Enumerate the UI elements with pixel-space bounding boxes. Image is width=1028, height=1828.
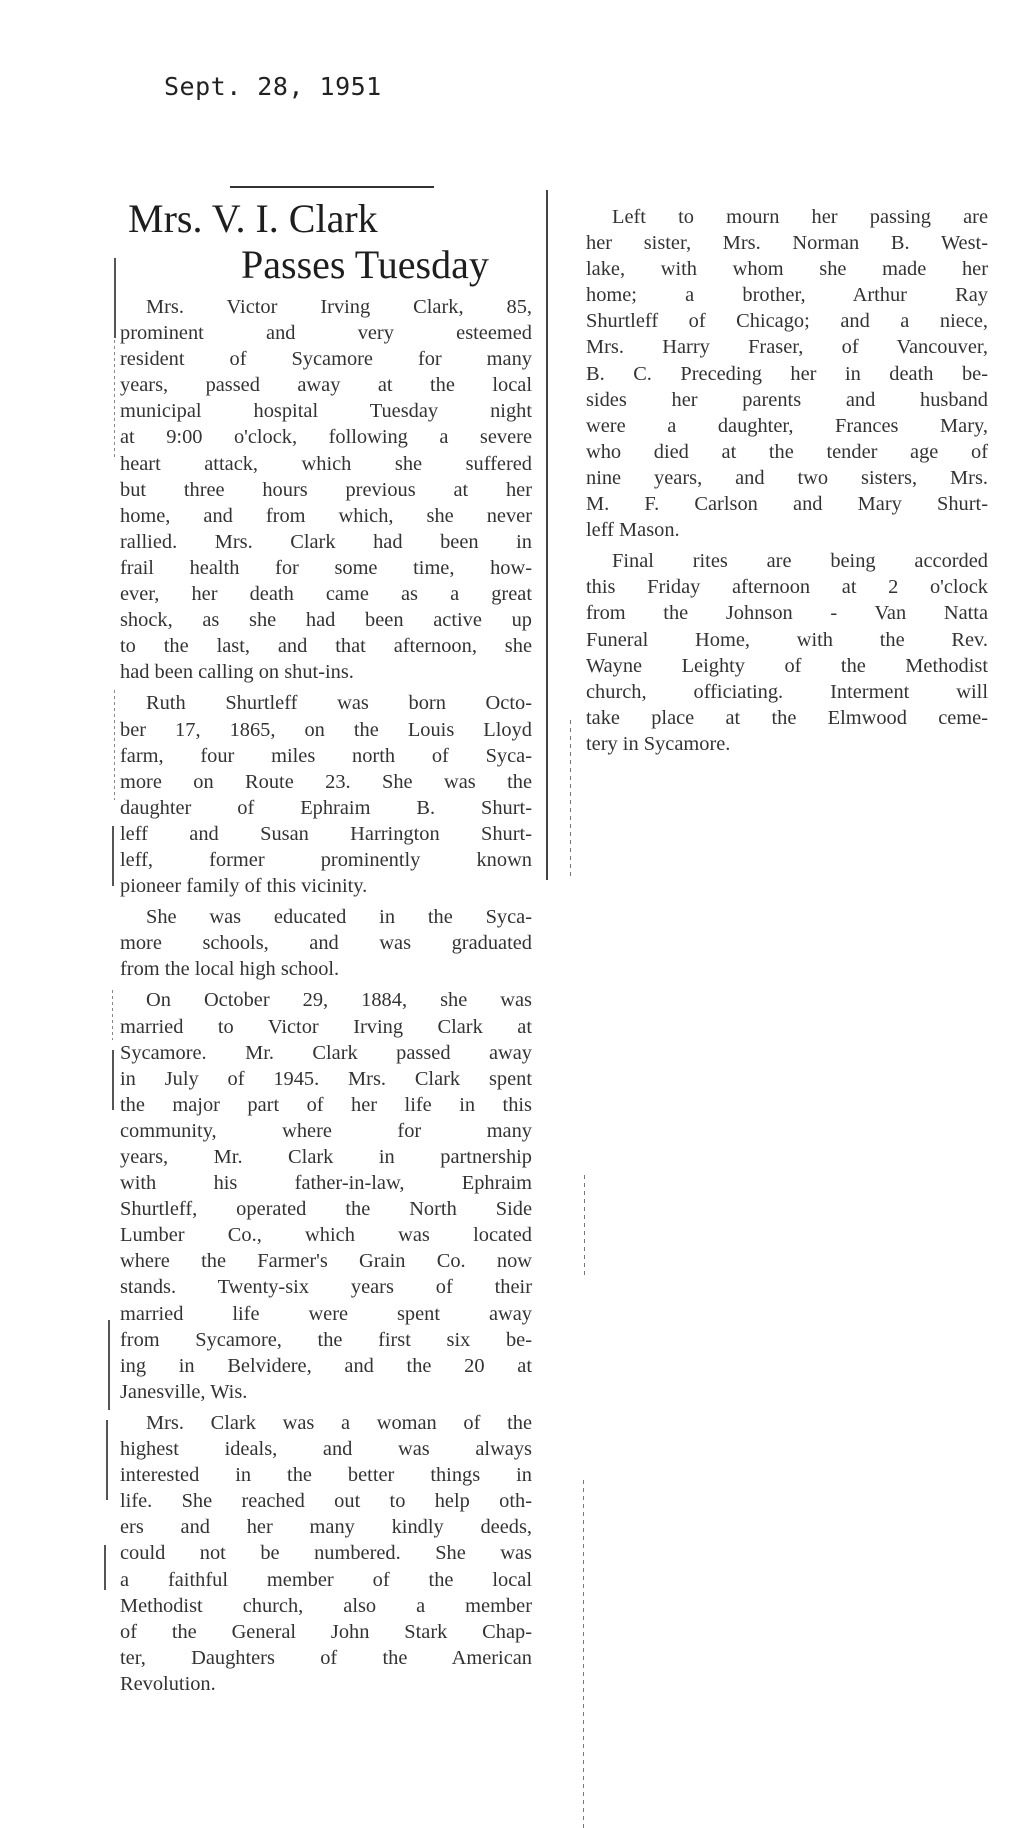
text-line: Mrs. Victor Irving Clark, 85, [146, 296, 532, 318]
margin-rule [114, 340, 115, 460]
margin-rule [108, 1320, 110, 1410]
text-line: Methodist church, also a member [120, 1594, 532, 1617]
text-line: Funeral Home, with the Rev. [586, 628, 988, 651]
text-line: more on Route 23. She was the [120, 770, 532, 793]
text-line: tery in Sycamore. [586, 732, 731, 755]
margin-rule [112, 826, 114, 886]
text-line: community, where for many [120, 1119, 532, 1142]
text-line: from Sycamore, the first six be- [120, 1328, 532, 1351]
text-line: more schools, and was graduated [120, 932, 532, 955]
text-line: highest ideals, and was always [120, 1438, 532, 1461]
text-line: life. She reached out to help oth- [120, 1490, 532, 1513]
text-line: On October 29, 1884, she was [146, 989, 532, 1012]
text-line: prominent and very esteemed [120, 322, 532, 345]
text-line: home, and from which, she never [120, 504, 532, 527]
text-line: ber 17, 1865, on the Louis Lloyd [120, 718, 532, 741]
text-line: resident of Sycamore for many [120, 348, 532, 371]
margin-rule [114, 690, 115, 800]
text-line: of the General John Stark Chap- [120, 1620, 532, 1643]
text-line: years, passed away at the local [120, 374, 532, 397]
text-line: leff Mason. [586, 519, 680, 542]
text-line: take place at the Elmwood ceme- [586, 706, 988, 729]
article-paragraph [120, 1410, 532, 1697]
text-line: stands. Twenty-six years of their [120, 1276, 532, 1299]
text-line: home; a brother, Arthur Ray [586, 284, 988, 307]
text-line: Sycamore. Mr. Clark passed away [120, 1041, 532, 1064]
text-line: the major part of her life in this [120, 1093, 532, 1116]
margin-rule [106, 1420, 108, 1500]
text-line: Ruth Shurtleff was born Octo- [146, 692, 532, 715]
headline-rule [230, 186, 434, 188]
article-paragraph [120, 987, 532, 1405]
article-column-right [586, 204, 988, 762]
article-paragraph [120, 294, 532, 685]
text-line: nine years, and two sisters, Mrs. [586, 466, 988, 489]
text-line: were a daughter, Frances Mary, [586, 414, 988, 437]
text-line: ever, her death came as a great [120, 583, 532, 606]
article-column-left [120, 294, 532, 1702]
margin-rule [114, 258, 116, 338]
text-line: Mrs. Harry Fraser, of Vancouver, [586, 336, 988, 359]
scan-mark [583, 1480, 584, 1828]
text-line: M. F. Carlson and Mary Shurt- [586, 493, 988, 516]
text-line: Revolution. [120, 1672, 216, 1695]
text-line: this Friday afternoon at 2 o'clock [586, 576, 988, 599]
text-line: B. C. Preceding her in death be- [586, 362, 988, 385]
text-line: pioneer family of this vicinity. [120, 875, 368, 898]
article-paragraph [586, 204, 988, 543]
text-line: Final rites are being accorded [612, 550, 988, 573]
text-line: Mrs. Clark was a woman of the [146, 1411, 532, 1434]
text-line: leff, former prominently known [120, 848, 532, 871]
text-line: daughter of Ephraim B. Shurt- [120, 796, 532, 819]
text-line: a faithful member of the local [120, 1568, 532, 1591]
text-line: heart attack, which she suffered [120, 452, 532, 475]
text-line: but three hours previous at her [120, 478, 532, 501]
text-line: from the Johnson - Van Natta [586, 602, 988, 625]
text-line: interested in the better things in [120, 1464, 532, 1487]
margin-rule [104, 1545, 106, 1590]
article-paragraph [120, 690, 532, 899]
text-line: church, officiating. Interment will [586, 680, 988, 703]
text-line: rallied. Mrs. Clark had been in [120, 530, 532, 553]
text-line: her sister, Mrs. Norman B. West- [586, 232, 988, 255]
text-line: municipal hospital Tuesday night [120, 400, 532, 423]
article-paragraph [586, 548, 988, 757]
text-line: Left to mourn her passing are [612, 206, 988, 228]
clipping-date: Sept. 28, 1951 [164, 72, 382, 101]
margin-rule [112, 990, 113, 1040]
text-line: years, Mr. Clark in partnership [120, 1146, 532, 1168]
text-line: shock, as she had been active up [120, 609, 532, 632]
text-line: had been calling on shut-ins. [120, 661, 354, 684]
article-paragraph [120, 904, 532, 982]
text-line: in July of 1945. Mrs. Clark spent [120, 1067, 532, 1090]
text-line: ter, Daughters of the American [120, 1646, 532, 1669]
text-line: ers and her many kindly deeds, [120, 1516, 532, 1539]
text-line: Lumber Co., which was located [120, 1224, 532, 1247]
margin-rule [112, 1050, 114, 1110]
text-line: leff and Susan Harrington Shurt- [120, 822, 532, 845]
text-line: Janesville, Wis. [120, 1380, 248, 1403]
text-line: lake, with whom she made her [586, 258, 988, 281]
column-divider [546, 190, 548, 880]
text-line: where the Farmer's Grain Co. now [120, 1250, 532, 1273]
text-line: Shurtleff, operated the North Side [120, 1198, 532, 1221]
text-line: She was educated in the Syca- [146, 906, 532, 929]
headline [128, 196, 538, 288]
text-line: married to Victor Irving Clark at [120, 1015, 532, 1038]
column-divider-faint [570, 720, 571, 880]
text-line: to the last, and that afternoon, she [120, 635, 532, 658]
text-line: sides her parents and husband [586, 388, 988, 411]
text-line: Shurtleff of Chicago; and a niece, [586, 310, 988, 333]
text-line: from the local high school. [120, 958, 340, 981]
text-line: ing in Belvidere, and the 20 at [120, 1354, 532, 1377]
text-line: with his father-in-law, Ephraim [120, 1172, 532, 1195]
headline-line-1: Mrs. V. I. Clark [128, 196, 378, 241]
text-line: could not be numbered. She was [120, 1542, 532, 1565]
text-line: farm, four miles north of Syca- [120, 744, 532, 767]
text-line: frail health for some time, how- [120, 556, 532, 579]
headline-line-2: Passes Tuesday [241, 242, 489, 287]
text-line: at 9:00 o'clock, following a severe [120, 426, 532, 449]
text-line: married life were spent away [120, 1302, 532, 1325]
scan-mark [584, 1175, 585, 1275]
text-line: Wayne Leighty of the Methodist [586, 654, 988, 677]
text-line: who died at the tender age of [586, 440, 988, 463]
